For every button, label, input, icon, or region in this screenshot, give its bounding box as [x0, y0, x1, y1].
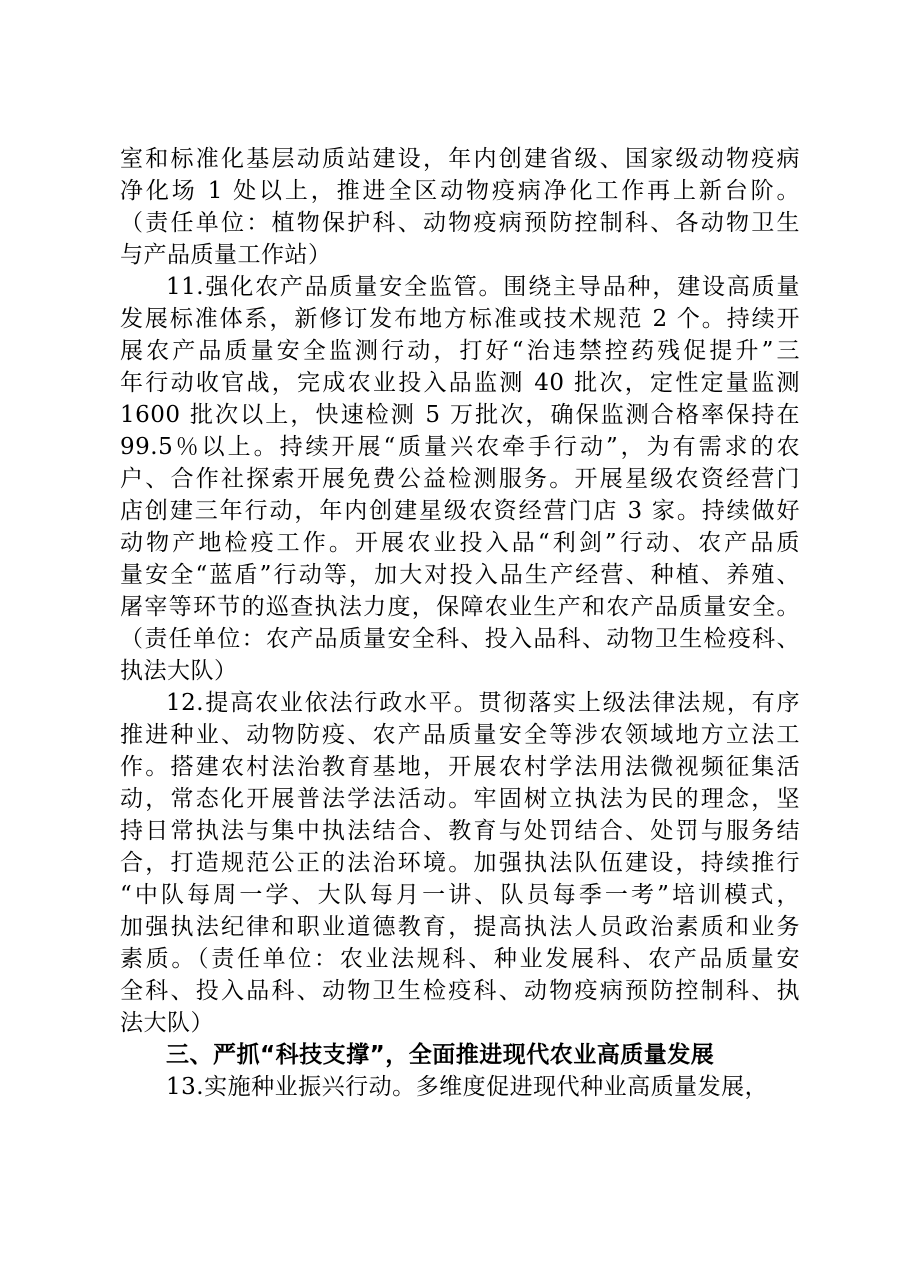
- text-line: 合，打造规范公正的法治环境。加强执法队伍建设，持续推行: [120, 850, 800, 876]
- text-line: 持日常执法与集中执法结合、教育与处罚结合、处罚与服务结: [120, 818, 800, 844]
- text-line: 动物产地检疫工作。开展农业投入品“利剑”行动、农产品质: [120, 530, 800, 556]
- text-line: 三、严抓“科技支撑”，全面推进现代农业高质量发展: [166, 1042, 715, 1068]
- text-line: 展农产品质量安全监测行动，打好“治违禁控药残促提升”三: [120, 338, 800, 364]
- text-line: 量安全“蓝盾”行动等，加大对投入品生产经营、种植、养殖、: [120, 562, 800, 588]
- text-line: 年行动收官战，完成农业投入品监测 40 批次，定性定量监测: [120, 370, 800, 396]
- text-line: 99.5％以上。持续开展“质量兴农牵手行动”，为有需求的农: [120, 434, 800, 460]
- text-line: 店创建三年行动，年内创建星级农资经营门店 3 家。持续做好: [120, 498, 800, 524]
- text-line: 室和标准化基层动质站建设，年内创建省级、国家级动物疫病: [120, 146, 800, 172]
- text-line: 屠宰等环节的巡查执法力度，保障农业生产和农产品质量安全。: [120, 594, 800, 620]
- text-line: 执法大队）: [120, 658, 238, 684]
- text-line: 作。搭建农村法治教育基地，开展农村学法用法微视频征集活: [120, 754, 800, 780]
- text-line: 1600 批次以上，快速检测 5 万批次，确保监测合格率保持在: [120, 402, 800, 428]
- text-line: “中队每周一学、大队每月一讲、队员每季一考”培训模式，: [120, 882, 800, 908]
- body-paragraph: [120, 1071, 800, 1103]
- text-line: 13.实施种业振兴行动。多维度促进现代种业高质量发展，: [166, 1074, 769, 1100]
- text-line: 12.提高农业依法行政水平。贯彻落实上级法律法规，有序: [166, 690, 800, 716]
- body-paragraph: [120, 143, 800, 271]
- text-line: 加强执法纪律和职业道德教育，提高执法人员政治素质和业务: [120, 914, 800, 940]
- text-line: 全科、投入品科、动物卫生检疫科、动物疫病预防控制科、执: [120, 978, 800, 1004]
- body-paragraph: [120, 687, 800, 1039]
- text-line: 户、合作社探索开展免费公益检测服务。开展星级农资经营门: [120, 466, 800, 492]
- text-line: 发展标准体系，新修订发布地方标准或技术规范 2 个。持续开: [120, 306, 800, 332]
- text-line: 与产品质量工作站）: [120, 242, 332, 268]
- text-line: （责任单位：植物保护科、动物疫病预防控制科、各动物卫生: [120, 210, 800, 236]
- text-line: （责任单位：农产品质量安全科、投入品科、动物卫生检疫科、: [120, 626, 800, 652]
- text-line: 法大队）: [120, 1010, 214, 1036]
- text-line: 推进种业、动物防疫、农产品质量安全等涉农领域地方立法工: [120, 722, 800, 748]
- text-line: 净化场 1 处以上，推进全区动物疫病净化工作再上新台阶。: [120, 178, 800, 204]
- body-paragraph: [120, 271, 800, 687]
- document-page: [120, 143, 800, 1103]
- section-heading: [120, 1039, 800, 1071]
- text-line: 11.强化农产品质量安全监管。围绕主导品种，建设高质量: [166, 274, 800, 300]
- text-line: 素质。（责任单位：农业法规科、种业发展科、农产品质量安: [120, 946, 800, 972]
- text-line: 动，常态化开展普法学法活动。牢固树立执法为民的理念，坚: [120, 786, 800, 812]
